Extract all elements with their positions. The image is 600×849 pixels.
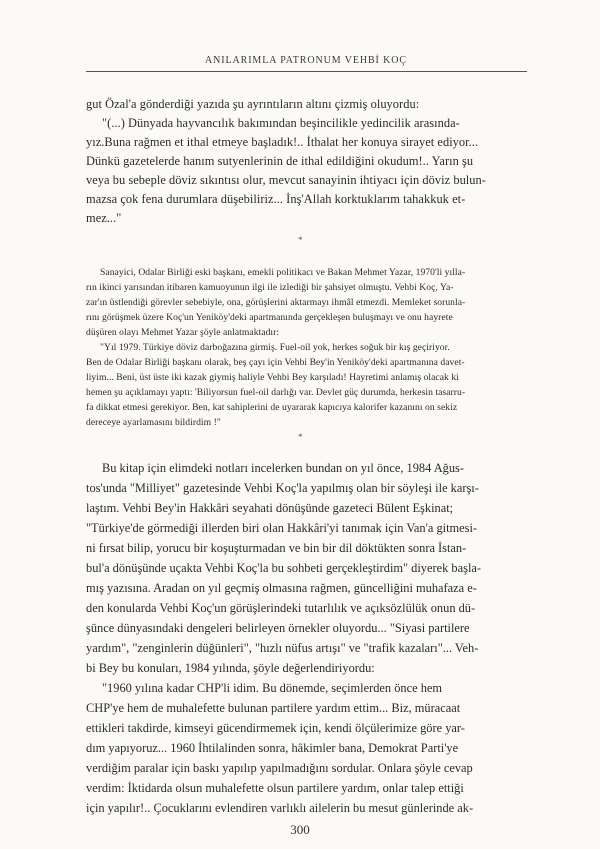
text-line: zar'ın üstlendiği görevler sebebiyle, ona, görüşlerini aktarmayı ihmâl etmezdi. Memleket sorunla- (86, 297, 466, 308)
text-line: düşüren olayı Mehmet Yazar şöyle anlatmaktadır: (86, 327, 280, 338)
text-line: yardım", "zenginlerin düğünleri", "hızlı nüfus artışı" ve "trafik kazaları"... Veh- (86, 641, 479, 655)
text-line: ettikleri takdirde, kimseyi gücendirmemek için, kendi ölçülerimize göre yar- (86, 721, 465, 735)
text-line: "Yıl 1979. Türkiye döviz darboğazına girmiş. Fuel-oil yok, herkes soğuk bir kış geçiriyor. (100, 342, 450, 353)
text-line: dım yapıyoruz... 1960 İhtilalinden sonra, hâkimler bana, Demokrat Parti'ye (86, 741, 459, 755)
text-line: "Türkiye'de görmediği illerden biri olan Hakkâri'yi tanımak için Van'a gitmesi- (86, 521, 478, 535)
text-line: CHP'ye hem de muhalefette bulunan partilere yardım ettim... Biz, müracaat (86, 701, 461, 715)
text-line: rın ikinci yarısından itibaren kamuoyunun ilgi ile izlediği bir şahsiyet olmuştu. Vehbi Koç, Ya- (86, 282, 454, 293)
text-line: den konularda Vehbi Koç'un görüşlerindeki tutarlılık ve açıksözlülük onun dü- (86, 601, 476, 615)
text-line: fa dikkat etmesi gerekiyor. Ben, kat sahiplerini de uyararak kapıcıya kalorifer kazanını on sekiz (86, 402, 458, 413)
text-line: mazsa çok fena durumlara düşebiliriz... İnş'Allah korktuklarım tahakkuk et- (86, 192, 466, 206)
text-line: laştım. Vehbi Bey'in Hakkâri seyahati dönüşünde gazeteci Bülent Eşkinat; (86, 501, 454, 515)
section-separator: * (298, 235, 303, 245)
text-line: veya bu sebeple döviz sıkıntısı olur, mevcut sanayinin ihtiyacı için döviz bulun- (86, 173, 486, 187)
text-line: hemen şu açıklamayı yaptı: 'Biliyorsun fuel-oil darlığı var. Devlet güç durumda, herkesin tasarru- (86, 387, 466, 398)
text-line: Sanayici, Odalar Birliği eski başkanı, emekli politikacı ve Bakan Mehmet Yazar, 1970'li yılla- (100, 267, 466, 278)
text-line: verdim: İktidarda olsun muhalefette olsun partilere yardım, onlar talep ettiği (86, 781, 464, 795)
text-line: liyim... Beni, üst üste iki kazak giymiş haliyle Vehbi Bey karşıladı! Hayretimi anlamış olacak ki (86, 372, 459, 383)
text-line: dereceye ayarlamasını bildirdim !" (86, 417, 221, 428)
text-line: "1960 yılına kadar CHP'li idim. Bu dönemde, seçimlerden önce hem (102, 681, 443, 695)
text-line: gut Özal'a gönderdiği yazıda şu ayrıntıların altını çizmiş oluyordu: (86, 97, 420, 111)
header-rule (86, 71, 527, 72)
text-line: bi Bey bu konuları, 1984 yılında, şöyle değerlendiriyordu: (86, 661, 375, 675)
text-line: verdiğim paralar için baskı yapılıp yapılmadığını sordular. Onlara şöyle cevap (86, 761, 473, 775)
text-line: mış yazısına. Aradan on yıl geçmiş olmasına rağmen, güncelliğini muhafaza e- (86, 581, 477, 595)
text-line: mez..." (86, 211, 122, 225)
text-line: için yapılır!.. Çocuklarını evlendiren varlıklı ailelerin bu mesut günlerinde ak- (86, 801, 474, 815)
text-line: şünce dünyasındaki dengeleri belirleyen örnekler oluyordu... "Siyasi partilere (86, 621, 470, 635)
text-line: "(...) Dünyada hayvancılık bakımından beşincilikle yedincilik arasında- (102, 116, 460, 130)
text-line: rını görüşmek üzere Koç'un Yeniköy'deki apartmanında gerçekleşen buluşmayı ve onu hayrete (86, 312, 453, 323)
page-number: 300 (290, 822, 310, 837)
text-line: ni fırsat bilip, yorucu bir koşuşturmadan ve bin bir dil döktükten sonra İstan- (86, 541, 467, 555)
text-line: tos'unda "Milliyet" gazetesinde Vehbi Koç'la yapılmış olan bir söyleşi ile karşı- (86, 481, 479, 495)
text-line: Ben de Odalar Birliği başkanı olarak, beş çayı için Vehbi Bey'in Yeniköy'deki apartmanına davet- (86, 357, 465, 368)
section-separator: * (298, 432, 303, 442)
running-head: ANILARIMLA PATRONUM VEHBİ KOÇ (205, 55, 407, 66)
text-line: Dünkü gazetelerde hanım sutyenlerinin de ithal edildiğini okudum!.. Yarın şu (86, 154, 474, 168)
text-line: bul'a dönüşünde uçakta Vehbi Koç'la bu sohbeti gerçekleştirdim" diyerek başla- (86, 561, 482, 575)
text-line: yız.Buna rağmen et ithal etmeye başladık!.. İthalat her konuya sirayet ediyor... (86, 135, 479, 149)
text-line: Bu kitap için elimdeki notları incelerken bundan on yıl önce, 1984 Ağus- (102, 461, 465, 475)
